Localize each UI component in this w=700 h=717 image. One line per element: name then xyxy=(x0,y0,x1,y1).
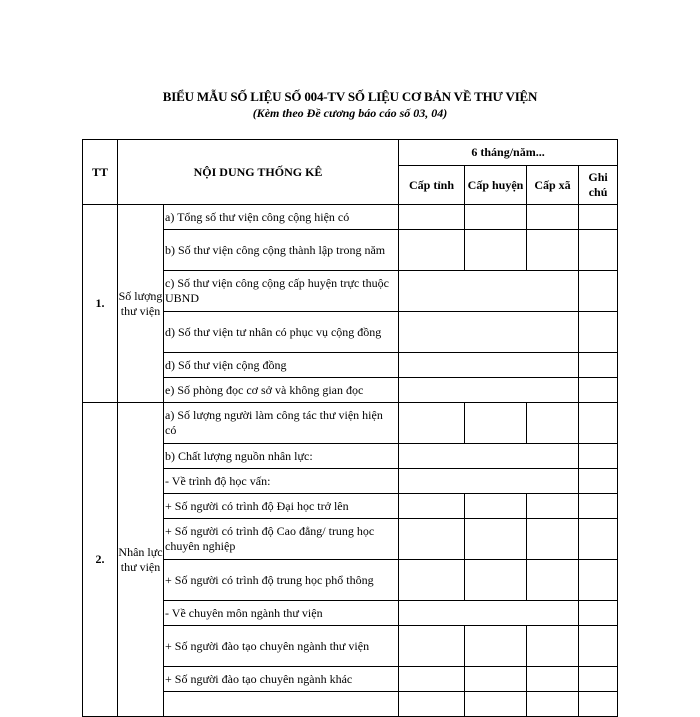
cell-merged xyxy=(399,444,579,469)
cell-note xyxy=(579,601,618,626)
table-row xyxy=(83,519,618,560)
cell-note xyxy=(579,667,618,692)
cell-note xyxy=(579,353,618,378)
cell-district xyxy=(465,403,527,444)
cell-note xyxy=(579,519,618,560)
table-row xyxy=(83,469,618,494)
cell-commune xyxy=(527,519,579,560)
row-content: d) Số thư viện tư nhân có phục vụ cộng đồng xyxy=(164,312,399,353)
table-row xyxy=(83,353,618,378)
cell-province xyxy=(399,230,465,271)
cell-district xyxy=(465,667,527,692)
cell-commune xyxy=(527,626,579,667)
row-content: a) Số lượng người làm công tác thư viện hiện có xyxy=(164,403,399,444)
cell-merged xyxy=(399,469,579,494)
cell-commune xyxy=(527,692,579,717)
header-content: NỘI DUNG THỐNG KÊ xyxy=(118,140,399,205)
cell-note xyxy=(579,494,618,519)
table-row xyxy=(83,312,618,353)
row-content: + Số người có trình độ Đại học trở lên xyxy=(164,494,399,519)
row-content: + Số người có trình độ trung học phổ thông xyxy=(164,560,399,601)
cell-note xyxy=(579,560,618,601)
row-content: + Số người đào tạo chuyên ngành khác xyxy=(164,667,399,692)
cell-note xyxy=(579,444,618,469)
cell-merged xyxy=(399,378,579,403)
cell-district xyxy=(465,692,527,717)
row-content: + Số người đào tạo chuyên ngành thư viện xyxy=(164,626,399,667)
table-row xyxy=(83,403,618,444)
cell-district xyxy=(465,230,527,271)
cell-province xyxy=(399,626,465,667)
cell-district xyxy=(465,519,527,560)
cell-commune xyxy=(527,205,579,230)
table-row xyxy=(83,230,618,271)
table-row xyxy=(83,378,618,403)
cell-commune xyxy=(527,560,579,601)
header-tt: TT xyxy=(83,140,118,205)
header-period: 6 tháng/năm... xyxy=(399,140,618,166)
cell-province xyxy=(399,403,465,444)
cell-district xyxy=(465,205,527,230)
cell-district xyxy=(465,560,527,601)
row-content: c) Số thư viện công cộng cấp huyện trực thuộc UBND xyxy=(164,271,399,312)
section-number: 2. xyxy=(83,403,118,717)
cell-merged xyxy=(399,601,579,626)
header-district: Cấp huyện xyxy=(465,166,527,205)
cell-merged xyxy=(399,353,579,378)
row-content: b) Số thư viện công cộng thành lập trong năm xyxy=(164,230,399,271)
row-content: + Số người có trình độ Cao đẳng/ trung học chuyên nghiệp xyxy=(164,519,399,560)
row-content: a) Tổng số thư viện công cộng hiện có xyxy=(164,205,399,230)
table-row xyxy=(83,494,618,519)
cell-note xyxy=(579,692,618,717)
cell-commune xyxy=(527,230,579,271)
statistics-table xyxy=(82,139,618,717)
table-row xyxy=(83,444,618,469)
row-content-empty xyxy=(164,692,399,717)
cell-province xyxy=(399,667,465,692)
cell-note xyxy=(579,378,618,403)
cell-merged xyxy=(399,271,579,312)
table-row xyxy=(83,205,618,230)
table-row xyxy=(83,626,618,667)
row-content: b) Chất lượng nguồn nhân lực: xyxy=(164,444,399,469)
cell-province xyxy=(399,519,465,560)
row-content: d) Số thư viện cộng đồng xyxy=(164,353,399,378)
cell-merged xyxy=(399,312,579,353)
cell-commune xyxy=(527,667,579,692)
section-number: 1. xyxy=(83,205,118,403)
cell-district xyxy=(465,626,527,667)
cell-province xyxy=(399,205,465,230)
cell-commune xyxy=(527,403,579,444)
table-row xyxy=(83,692,618,717)
cell-commune xyxy=(527,494,579,519)
header-commune: Cấp xã xyxy=(527,166,579,205)
cell-note xyxy=(579,469,618,494)
cell-province xyxy=(399,494,465,519)
cell-note xyxy=(579,271,618,312)
row-content: e) Số phòng đọc cơ sở và không gian đọc xyxy=(164,378,399,403)
row-content: - Về trình độ học vấn: xyxy=(164,469,399,494)
cell-note xyxy=(579,403,618,444)
cell-note xyxy=(579,626,618,667)
section-group: Số lượng thư viện xyxy=(118,205,164,403)
header-note: Ghi chú xyxy=(579,166,618,205)
cell-note xyxy=(579,205,618,230)
cell-province xyxy=(399,692,465,717)
cell-note xyxy=(579,312,618,353)
cell-district xyxy=(465,494,527,519)
form-title: BIỂU MẪU SỐ LIỆU SỐ 004-TV SỐ LIỆU CƠ BẢN VỀ THƯ VIỆN xyxy=(162,89,538,104)
table-row xyxy=(83,560,618,601)
form-subtitle: (Kèm theo Đề cương báo cáo số 03, 04) xyxy=(252,106,448,120)
cell-province xyxy=(399,560,465,601)
section-group: Nhân lực thư viện xyxy=(118,403,164,717)
table-row xyxy=(83,667,618,692)
header-province: Cấp tỉnh xyxy=(399,166,465,205)
cell-note xyxy=(579,230,618,271)
table-row xyxy=(83,271,618,312)
table-row xyxy=(83,601,618,626)
row-content: - Về chuyên môn ngành thư viện xyxy=(164,601,399,626)
